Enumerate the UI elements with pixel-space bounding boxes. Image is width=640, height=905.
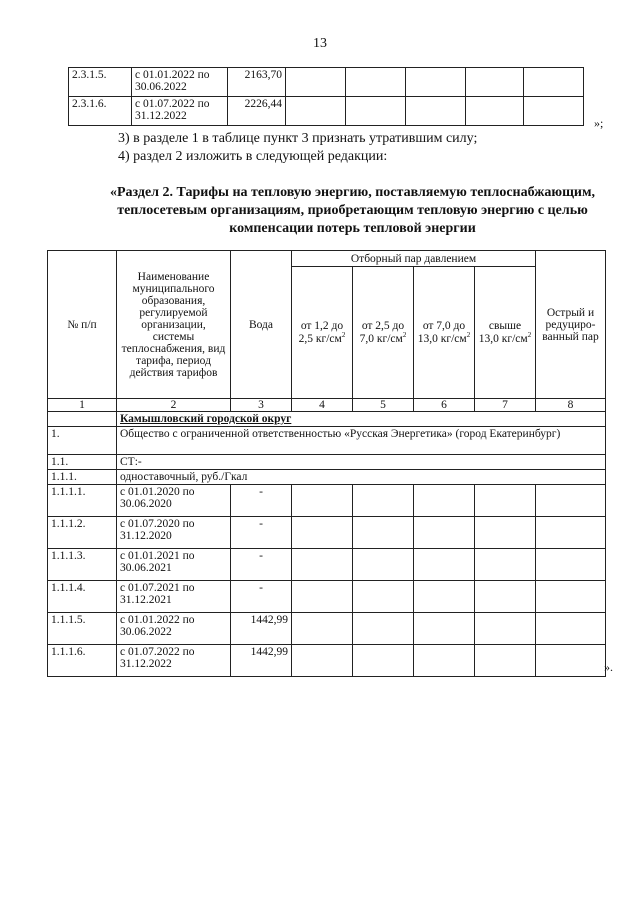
table-row [69,68,584,97]
column-number: 5 [353,399,414,412]
row-water-value: - [231,581,292,613]
row-period: с 01.01.2021 по 30.06.2021 [117,549,231,581]
header-sharp-steam: Острый и редуциро-ванный пар [536,251,606,399]
tariff-number: 1.1.1. [48,470,117,485]
row-water-value: 2163,70 [228,68,286,97]
column-number: 3 [231,399,292,412]
row-number: 1.1.1.2. [48,517,117,549]
table-row [48,517,606,549]
system-name: СТ:- [117,455,606,470]
row-water-value: - [231,549,292,581]
main-tariff-table [47,250,606,677]
row-period: с 01.07.2022 по 31.12.2022 [117,645,231,677]
row-number: 1.1.1.4. [48,581,117,613]
row-water-value: - [231,517,292,549]
header-pressure-4: свыше 13,0 $кг/см^2$ [475,267,536,399]
column-number: 8 [536,399,606,412]
header-num: № п/п [48,251,117,399]
column-number: 7 [475,399,536,412]
top-tariff-table [68,67,584,126]
table-row [48,549,606,581]
row-water-value: 1442,99 [231,613,292,645]
row-number: 2.3.1.5. [69,68,132,97]
header-water: Вода [231,251,292,399]
section-title: «Раздел 2. Тарифы на тепловую энергию, поставляемую теплоснабжающим, теплосетевым организациям, приобретающим тепловую энергию с целью компенсации потерь тепловой энергии [109,185,596,236]
row-period: с 01.01.2022 по 30.06.2022 [117,613,231,645]
row-period: с 01.07.2020 по 31.12.2020 [117,517,231,549]
row-number: 1.1.1.5. [48,613,117,645]
system-number: 1.1. [48,455,117,470]
table-row [48,485,606,517]
table-row [48,613,606,645]
table-row [48,645,606,677]
table-row [48,581,606,613]
header-steam-group: Отборный пар давлением [292,251,536,267]
column-number: 4 [292,399,353,412]
main-table-end-mark: ». [604,660,613,674]
header-pressure-1: от 1,2 до 2,5 $кг/см^2$ [292,267,353,399]
row-number: 2.3.1.6. [69,97,132,126]
column-number: 1 [48,399,117,412]
table-row [69,97,584,126]
row-number: 1.1.1.1. [48,485,117,517]
row-period: с 01.01.2022 по 30.06.2022 [132,68,228,97]
column-number: 6 [414,399,475,412]
header-pressure-3: от 7,0 до 13,0 $кг/см^2$ [414,267,475,399]
row-period: с 01.07.2022 по 31.12.2022 [132,97,228,126]
header-name: Наименование муниципального образования, регулируемой организации, системы теплоснабжения, вид тарифа, период действия тарифов [117,251,231,399]
row-water-value: 2226,44 [228,97,286,126]
org-name: Общество с ограниченной ответственностью «Русская Энергетика» (город Екатеринбург) [117,427,606,455]
header-pressure-2: от 2,5 до 7,0 $кг/см^2$ [353,267,414,399]
column-number-row [48,399,606,412]
amendment-item-4: 4) раздел 2 изложить в следующей редакции: [118,149,388,164]
tariff-name: одноставочный, руб./Гкал [117,470,606,485]
org-number: 1. [48,427,117,455]
row-period: с 01.07.2021 по 31.12.2021 [117,581,231,613]
page-number: 13 [313,36,327,51]
row-number: 1.1.1.3. [48,549,117,581]
row-water-value: 1442,99 [231,645,292,677]
municipality-name: Камышловский городской округ [117,412,606,427]
amendment-item-3: 3) в разделе 1 в таблице пункт 3 признать утратившим силу; [118,131,478,146]
row-period: с 01.01.2020 по 30.06.2020 [117,485,231,517]
column-number: 2 [117,399,231,412]
row-water-value: - [231,485,292,517]
row-number: 1.1.1.6. [48,645,117,677]
top-table-end-mark: »; [594,116,604,130]
